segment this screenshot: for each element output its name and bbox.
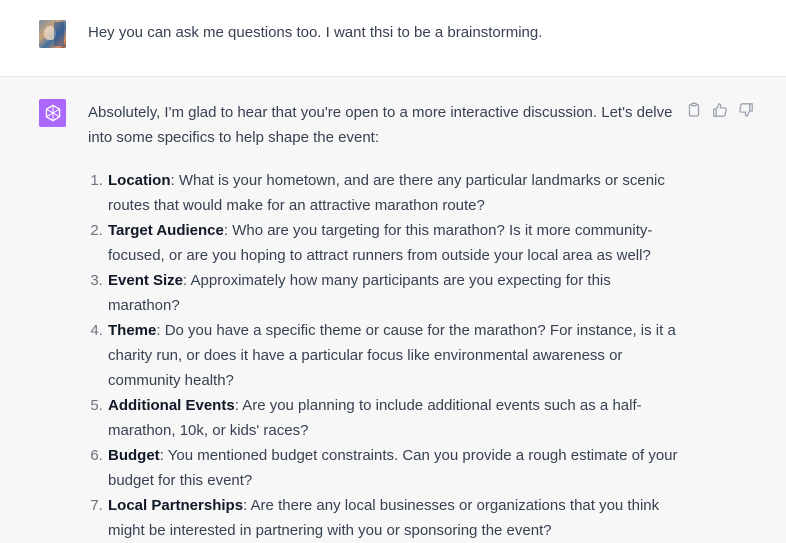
- assistant-intro-text: Absolutely, I'm glad to hear that you're open to a more interactive discussion. Let's delve into some specifics to help shape the event:: [88, 104, 673, 146]
- list-item: [107, 393, 678, 443]
- list-item-text: : Are you planning to include additional events such as a half-marathon, 10k, or kids' races?: [108, 397, 642, 439]
- list-item-title: Budget: [108, 447, 160, 464]
- list-item: [107, 218, 678, 268]
- list-item-text: : Approximately how many participants are you expecting for this marathon?: [108, 272, 611, 314]
- assistant-message-row: [0, 77, 786, 539]
- list-item-title: Theme: [108, 322, 157, 339]
- list-item-text: : You mentioned budget constraints. Can you provide a rough estimate of your budget for this event?: [108, 447, 678, 489]
- message-actions: [686, 102, 754, 118]
- user-message-row: [0, 0, 786, 77]
- list-item: [107, 268, 678, 318]
- clipboard-icon[interactable]: [686, 102, 702, 118]
- list-item: [107, 168, 678, 218]
- list-item-title: Target Audience: [108, 222, 224, 239]
- thumbs-down-icon[interactable]: [738, 102, 754, 118]
- list-item-text: : Are there any local businesses or organizations that you think might be interested in partnering with you or sponsoring the event?: [108, 497, 660, 539]
- list-item: [107, 443, 678, 493]
- list-item-title: Additional Events: [108, 397, 235, 414]
- list-item: [107, 318, 678, 393]
- list-item: [107, 493, 678, 543]
- question-list: [88, 168, 678, 543]
- list-item-text: : Do you have a specific theme or cause for the marathon? For instance, is it a charity run, or does it have a particular focus like environmental awareness or community health?: [108, 322, 676, 389]
- list-item-title: Local Partnerships: [108, 497, 244, 514]
- openai-logo-icon: [39, 99, 66, 127]
- list-item-text: : Who are you targeting for this marathon? Is it more community-focused, or are you hoping to attract runners from outside your local area as well?: [108, 222, 653, 264]
- list-item-title: Event Size: [108, 272, 184, 289]
- list-item-text: : What is your hometown, and are there any particular landmarks or scenic routes that would make for an attractive marathon route?: [108, 172, 665, 214]
- thumbs-up-icon[interactable]: [712, 102, 728, 118]
- user-message-text: Hey you can ask me questions too. I want thsi to be a brainstorming.: [88, 24, 543, 41]
- user-avatar: [39, 20, 66, 48]
- list-item-title: Location: [108, 172, 171, 189]
- assistant-message-content: [88, 100, 678, 543]
